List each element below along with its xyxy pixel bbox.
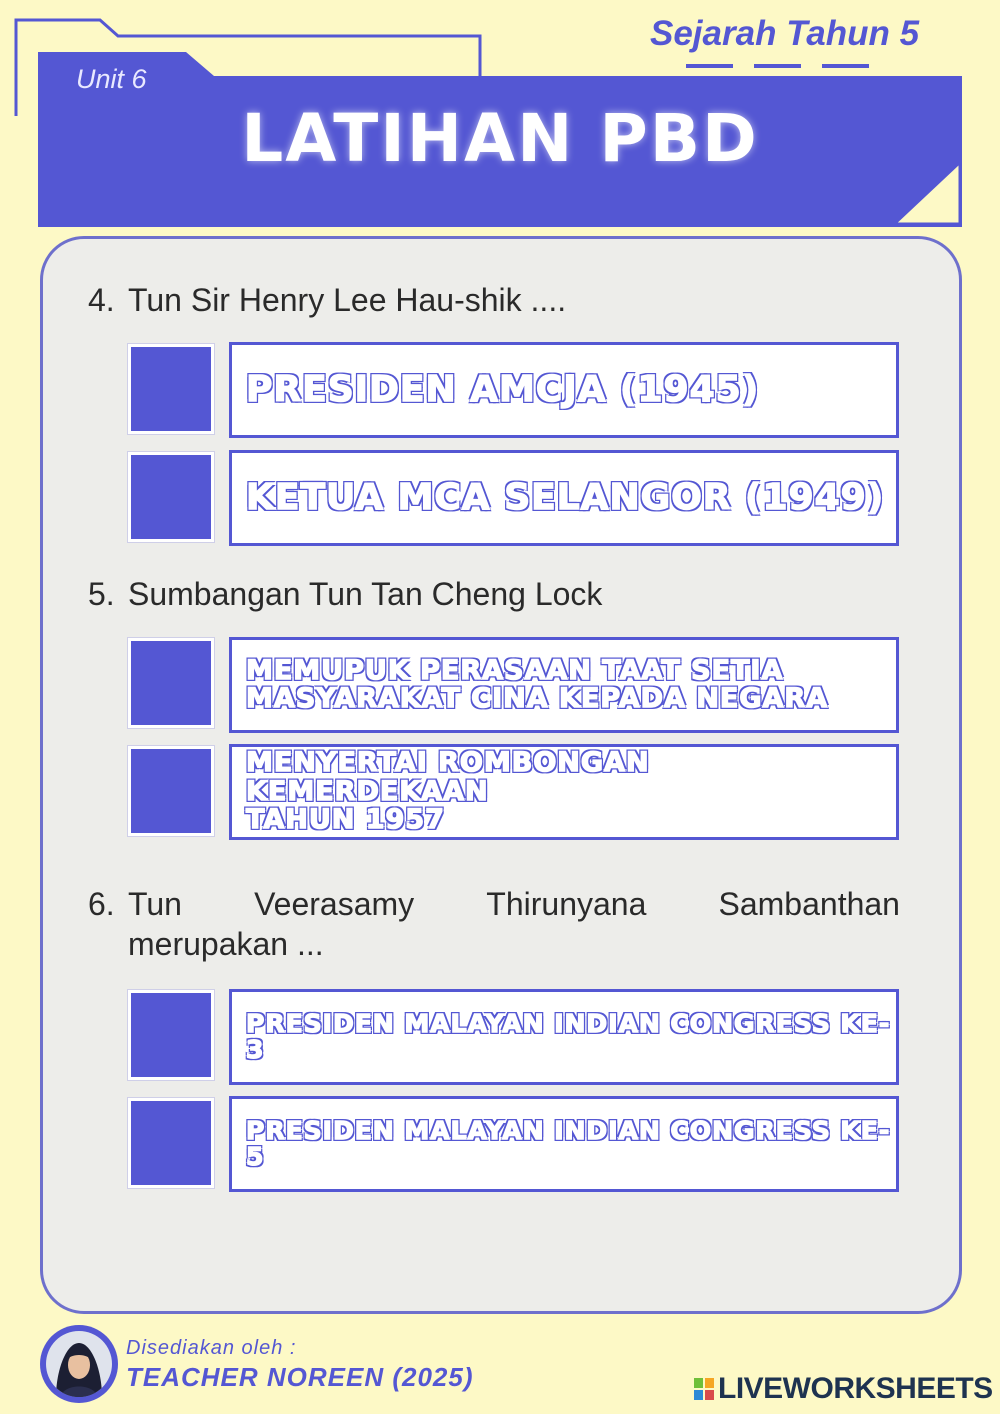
answer-option xyxy=(229,989,899,1085)
person-icon xyxy=(46,1331,112,1397)
answer-option xyxy=(229,342,899,438)
option-label: KETUA MCA SELANGOR (1949) xyxy=(246,477,885,519)
question-text: Sumbangan Tun Tan Cheng Lock xyxy=(128,576,603,612)
liveworksheets-logo-icon xyxy=(694,1378,714,1400)
teacher-name: TEACHER NOREEN (2025) xyxy=(126,1362,474,1392)
answer-option xyxy=(229,637,899,733)
answer-checkbox[interactable] xyxy=(128,1098,214,1188)
answer-option xyxy=(229,744,899,840)
answer-checkbox[interactable] xyxy=(128,452,214,542)
option-label: PRESIDEN AMCJA (1945) xyxy=(246,369,760,411)
prepared-by-label: Disediakan oleh : xyxy=(126,1337,297,1359)
question-text-line2: merupakan ... xyxy=(128,926,324,962)
unit-label: Unit 6 xyxy=(76,64,147,94)
question-number: 5. xyxy=(88,576,115,612)
subject-title: Sejarah Tahun 5 xyxy=(650,14,920,53)
answer-option xyxy=(229,450,899,546)
liveworksheets-brand[interactable]: LIVEWORKSHEETS xyxy=(718,1372,993,1405)
option-label: MEMUPUK PERASAAN TAAT SETIA MASYARAKAT CINA KEPADA NEGARA xyxy=(246,654,829,714)
page-title: LATIHAN PBD xyxy=(241,100,759,177)
answer-checkbox[interactable] xyxy=(128,638,214,728)
option-label: MENYERTAI ROMBONGAN KEMERDEKAAN TAHUN 1957 xyxy=(246,747,650,836)
answer-checkbox[interactable] xyxy=(128,990,214,1080)
question-text: Tun Veerasamy Thirunyana Sambanthan xyxy=(128,886,900,922)
option-label: PRESIDEN MALAYAN INDIAN CONGRESS KE-5 xyxy=(246,1115,891,1171)
option-label: PRESIDEN MALAYAN INDIAN CONGRESS KE-3 xyxy=(246,1008,891,1064)
answer-checkbox[interactable] xyxy=(128,344,214,434)
answer-option xyxy=(229,1096,899,1192)
question-number: 6. xyxy=(88,886,115,922)
question-text: Tun Sir Henry Lee Hau-shik .... xyxy=(128,282,567,318)
avatar xyxy=(40,1325,118,1403)
question-number: 4. xyxy=(88,282,115,318)
answer-checkbox[interactable] xyxy=(128,746,214,836)
